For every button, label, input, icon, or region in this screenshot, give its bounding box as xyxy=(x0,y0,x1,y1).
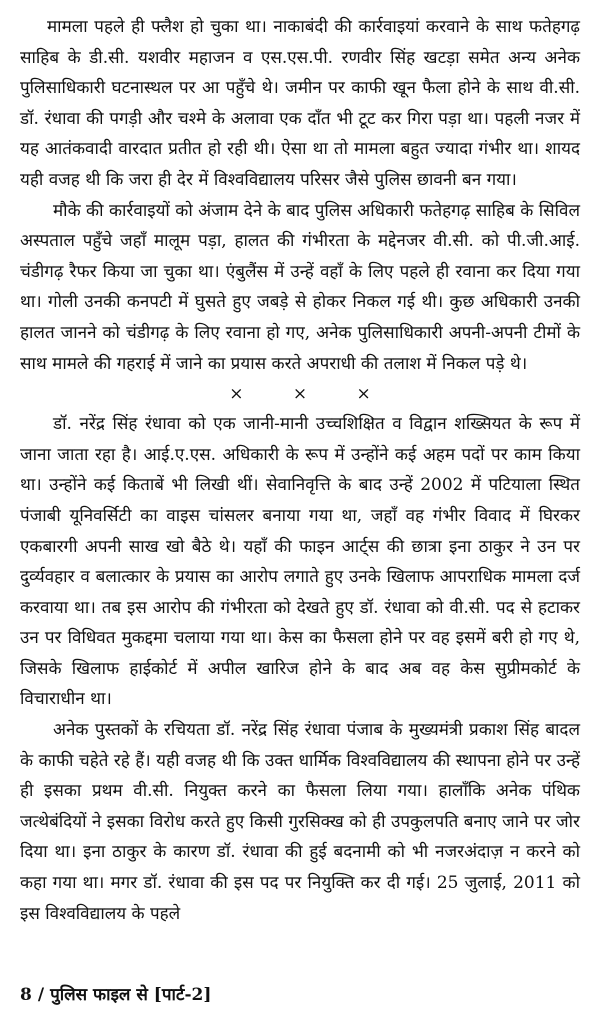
page-body xyxy=(20,12,580,929)
footer-separator: / xyxy=(37,985,45,1005)
paragraph-2: मौके की कार्रवाइयों को अंजाम देने के बाद पुलिस अधिकारी फतेहगढ़ साहिब के सिविल अस्पताल पहुँचे जहाँ मालूम पड़ा, हालत की गंभीरता के मद्देनजर वी.सी. को पी.जी.आई. चंडीगढ़ रैफर किया जा चुका था। एंबुलैंस में उन्हें वहाँ के लिए पहले ही रवाना कर दिया गया था। गोली उनकी कनपटी में घुसते हुए जबड़े से होकर निकल गई थी। कुछ अधिकारी उनकी हालत जानने को चंडीगढ़ के लिए रवाना हो गए, अनेक पुलिसाधिकारी अपनी-अपनी टीमों के साथ मामले की गहराई में जाने का प्रयास करते अपराधी की तलाश में निकल पड़े थे। xyxy=(20,200,580,374)
paragraph-1: मामला पहले ही फ्लैश हो चुका था। नाकाबंदी की कार्रवाइयां करवाने के साथ फतेहगढ़ साहिब के डी.सी. यशवीर महाजन व एस.एस.पी. रणवीर सिंह खटड़ा समेत अन्य अनेक पुलिसाधिकारी घटनास्थल पर आ पहुँचे थे। जमीन पर काफी खून फैला होने के साथ वी.सी. डॉ. रंधावा की पगड़ी और चश्मे के अलावा एक दाँत भी टूट कर गिरा पड़ा था। पहली नजर में यह आतंकवादी वारदात प्रतीत हो रही थी। ऐसा था तो मामला बहुत ज्यादा गंभीर था। शायद यही वजह थी कि जरा ही देर में विश्वविद्यालय परिसर जैसे पुलिस छावनी बन गया। xyxy=(20,17,580,190)
page-number: 8 xyxy=(20,985,32,1005)
section-separator: × × × xyxy=(229,384,393,405)
page-footer xyxy=(20,982,211,1008)
paragraph-3: डॉ. नरेंद्र सिंह रंधावा को एक जानी-मानी उच्चशिक्षित व विद्वान शख्सियत के रूप में जाना जाता रहा है। आई.ए.एस. अधिकारी के रूप में उन्होंने कई अहम पदों पर काम किया था। उन्होंने कई किताबें भी लिखी थीं। सेवानिवृत्ति के बाद उन्हें 2002 में पटियाला स्थित पंजाबी यूनिवर्सिटी का वाइस चांसलर बनाया गया था, जहाँ वह गंभीर विवाद में घिरकर एकबारगी अपनी साख खो बैठे थे। यहाँ की फाइन आर्ट्स की छात्रा इना ठाकुर ने उन पर दुर्व्यवहार व बलात्कार के प्रयास का आरोप लगाते हुए उनके खिलाफ आपराधिक मामला दर्ज करवाया था। तब इस आरोप की गंभीरता को देखते हुए डॉ. रंधावा को वी.सी. पद से हटाकर उन पर विधिवत मुकद्दमा चलाया गया था। केस का फैसला होने पर वह इसमें बरी हो गए थे, जिसके खिलाफ हाईकोर्ट में अपील खारिज होने के बाद अब वह केस सुप्रीमकोर्ट के विचाराधीन था। xyxy=(20,414,580,710)
book-title: पुलिस फाइल से [पार्ट-2] xyxy=(50,985,212,1005)
paragraph-4: अनेक पुस्तकों के रचियता डॉ. नरेंद्र सिंह रंधावा पंजाब के मुख्यमंत्री प्रकाश सिंह बादल के काफी चहेते रहे हैं। यही वजह थी कि उक्त धार्मिक विश्वविद्यालय की स्थापना होने पर उन्हें ही इसका प्रथम वी.सी. नियुक्त करने का फैसला लिया गया। हालाँकि अनेक पंथिक जत्थेबंदियों ने इसका विरोध करते हुए किसी गुरसिक्ख को ही उपकुलपति बनाए जाने पर जोर दिया था। इना ठाकुर के कारण डॉ. रंधावा की हुई बदनामी को भी नजरअंदाज़ न करने को कहा गया था। मगर डॉ. रंधावा की इस पद पर नियुक्ति कर दी गई। 25 जुलाई, 2011 को इस विश्वविद्यालय के पहले xyxy=(20,720,580,924)
